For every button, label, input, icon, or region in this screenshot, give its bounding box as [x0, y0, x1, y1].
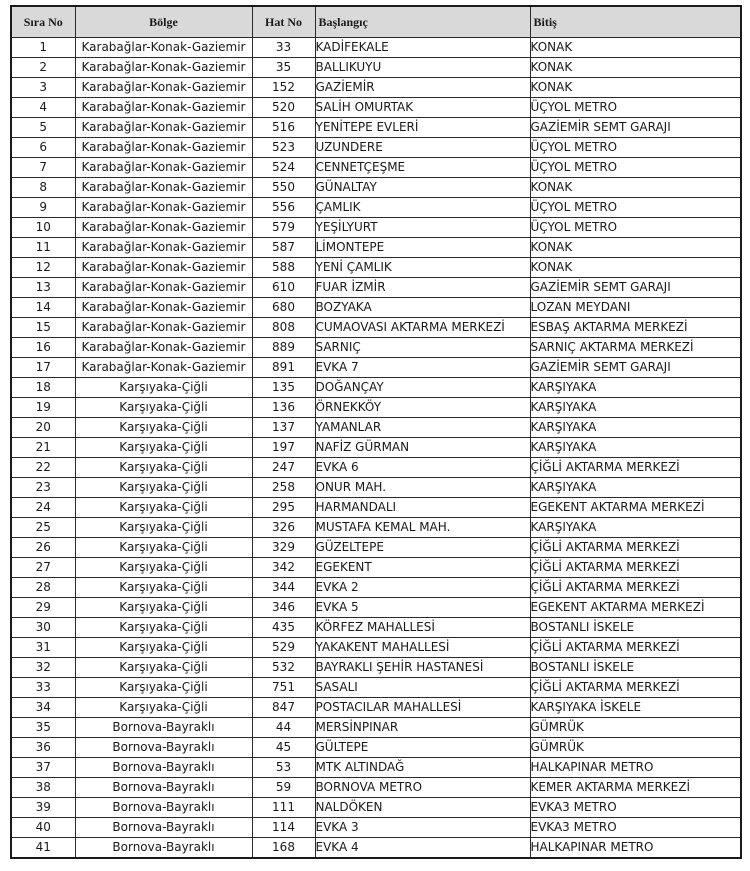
cell-baslangic: YENİTEPE EVLERİ: [315, 118, 530, 138]
cell-hat-no: 751: [252, 678, 315, 698]
cell-sira-no: 32: [11, 658, 75, 678]
table-row: [11, 478, 741, 498]
cell-baslangic: EVKA 6: [315, 458, 530, 478]
cell-bitis: BOSTANLI İSKELE: [530, 658, 741, 678]
cell-sira-no: 3: [11, 78, 75, 98]
table-row: [11, 578, 741, 598]
cell-baslangic: YEŞİLYURT: [315, 218, 530, 238]
table-row: [11, 438, 741, 458]
cell-sira-no: 39: [11, 798, 75, 818]
table-row: [11, 378, 741, 398]
cell-sira-no: 33: [11, 678, 75, 698]
cell-baslangic: MUSTAFA KEMAL MAH.: [315, 518, 530, 538]
cell-sira-no: 18: [11, 378, 75, 398]
cell-sira-no: 6: [11, 138, 75, 158]
cell-bolge: Karşıyaka-Çiğli: [75, 678, 252, 698]
cell-bolge: Karabağlar-Konak-Gaziemir: [75, 218, 252, 238]
header-bitis: Bitiş: [530, 6, 741, 38]
cell-sira-no: 20: [11, 418, 75, 438]
table-row: [11, 298, 741, 318]
cell-bitis: KONAK: [530, 58, 741, 78]
cell-bitis: KONAK: [530, 38, 741, 58]
table-row: [11, 138, 741, 158]
cell-hat-no: 329: [252, 538, 315, 558]
table-row: [11, 498, 741, 518]
cell-baslangic: GÜNALTAY: [315, 178, 530, 198]
table-row: [11, 158, 741, 178]
cell-bolge: Karabağlar-Konak-Gaziemir: [75, 338, 252, 358]
cell-baslangic: FUAR İZMİR: [315, 278, 530, 298]
cell-baslangic: EVKA 7: [315, 358, 530, 378]
cell-baslangic: BAYRAKLI ŞEHİR HASTANESİ: [315, 658, 530, 678]
cell-baslangic: SARNIÇ: [315, 338, 530, 358]
cell-bitis: ÇİĞLİ AKTARMA MERKEZİ: [530, 458, 741, 478]
table-row: [11, 118, 741, 138]
cell-hat-no: 610: [252, 278, 315, 298]
cell-bitis: KARŞIYAKA: [530, 398, 741, 418]
cell-hat-no: 889: [252, 338, 315, 358]
cell-bolge: Karabağlar-Konak-Gaziemir: [75, 198, 252, 218]
cell-bolge: Karşıyaka-Çiğli: [75, 538, 252, 558]
cell-hat-no: 111: [252, 798, 315, 818]
table-row: [11, 198, 741, 218]
cell-bitis: ÇİĞLİ AKTARMA MERKEZİ: [530, 678, 741, 698]
cell-bolge: Karabağlar-Konak-Gaziemir: [75, 358, 252, 378]
cell-bitis: ÇİĞLİ AKTARMA MERKEZİ: [530, 638, 741, 658]
cell-bitis: LOZAN MEYDANI: [530, 298, 741, 318]
table-row: [11, 558, 741, 578]
table-row: [11, 758, 741, 778]
cell-sira-no: 19: [11, 398, 75, 418]
cell-bolge: Bornova-Bayraklı: [75, 818, 252, 838]
cell-baslangic: SASALI: [315, 678, 530, 698]
cell-hat-no: 556: [252, 198, 315, 218]
cell-bolge: Karabağlar-Konak-Gaziemir: [75, 158, 252, 178]
cell-bitis: KONAK: [530, 78, 741, 98]
cell-sira-no: 2: [11, 58, 75, 78]
cell-baslangic: MTK ALTINDAĞ: [315, 758, 530, 778]
table-row: [11, 778, 741, 798]
cell-bitis: EGEKENT AKTARMA MERKEZİ: [530, 498, 741, 518]
cell-hat-no: 847: [252, 698, 315, 718]
cell-bitis: ÜÇYOL METRO: [530, 198, 741, 218]
cell-hat-no: 532: [252, 658, 315, 678]
cell-sira-no: 38: [11, 778, 75, 798]
cell-baslangic: MERSİNPINAR: [315, 718, 530, 738]
cell-hat-no: 579: [252, 218, 315, 238]
table-row: [11, 638, 741, 658]
table-row: [11, 678, 741, 698]
cell-bolge: Karabağlar-Konak-Gaziemir: [75, 138, 252, 158]
cell-bolge: Karşıyaka-Çiğli: [75, 618, 252, 638]
cell-baslangic: GÜZELTEPE: [315, 538, 530, 558]
table-row: [11, 818, 741, 838]
bus-routes-table: [10, 5, 742, 859]
table-row: [11, 838, 741, 859]
cell-hat-no: 135: [252, 378, 315, 398]
cell-bitis: ÜÇYOL METRO: [530, 158, 741, 178]
table-row: [11, 658, 741, 678]
cell-bitis: BOSTANLI İSKELE: [530, 618, 741, 638]
cell-bolge: Karşıyaka-Çiğli: [75, 638, 252, 658]
cell-bolge: Karabağlar-Konak-Gaziemir: [75, 58, 252, 78]
cell-baslangic: BALLIKUYU: [315, 58, 530, 78]
cell-baslangic: EVKA 5: [315, 598, 530, 618]
cell-sira-no: 21: [11, 438, 75, 458]
cell-bolge: Karşıyaka-Çiğli: [75, 498, 252, 518]
cell-baslangic: GAZİEMİR: [315, 78, 530, 98]
cell-baslangic: KADİFEKALE: [315, 38, 530, 58]
cell-baslangic: DOĞANÇAY: [315, 378, 530, 398]
cell-bolge: Karşıyaka-Çiğli: [75, 578, 252, 598]
table-row: [11, 98, 741, 118]
cell-bitis: GAZİEMİR SEMT GARAJI: [530, 118, 741, 138]
cell-bolge: Karşıyaka-Çiğli: [75, 438, 252, 458]
cell-sira-no: 30: [11, 618, 75, 638]
cell-baslangic: NALDÖKEN: [315, 798, 530, 818]
cell-sira-no: 12: [11, 258, 75, 278]
cell-bitis: GAZİEMİR SEMT GARAJI: [530, 358, 741, 378]
cell-sira-no: 36: [11, 738, 75, 758]
cell-sira-no: 17: [11, 358, 75, 378]
table-row: [11, 58, 741, 78]
cell-hat-no: 342: [252, 558, 315, 578]
cell-sira-no: 26: [11, 538, 75, 558]
cell-bitis: ÜÇYOL METRO: [530, 138, 741, 158]
cell-baslangic: BOZYAKA: [315, 298, 530, 318]
cell-baslangic: HARMANDALI: [315, 498, 530, 518]
cell-bolge: Bornova-Bayraklı: [75, 758, 252, 778]
cell-sira-no: 4: [11, 98, 75, 118]
cell-baslangic: UZUNDERE: [315, 138, 530, 158]
cell-sira-no: 29: [11, 598, 75, 618]
cell-bolge: Karabağlar-Konak-Gaziemir: [75, 118, 252, 138]
cell-bolge: Karabağlar-Konak-Gaziemir: [75, 278, 252, 298]
cell-bolge: Karşıyaka-Çiğli: [75, 458, 252, 478]
cell-hat-no: 891: [252, 358, 315, 378]
table-body: [11, 38, 741, 859]
cell-bitis: GÜMRÜK: [530, 718, 741, 738]
cell-bolge: Karşıyaka-Çiğli: [75, 558, 252, 578]
cell-hat-no: 137: [252, 418, 315, 438]
cell-hat-no: 247: [252, 458, 315, 478]
cell-bolge: Karşıyaka-Çiğli: [75, 478, 252, 498]
table-row: [11, 418, 741, 438]
cell-baslangic: EVKA 2: [315, 578, 530, 598]
cell-hat-no: 33: [252, 38, 315, 58]
cell-sira-no: 41: [11, 838, 75, 859]
cell-bitis: KARŞIYAKA: [530, 478, 741, 498]
cell-baslangic: NAFİZ GÜRMAN: [315, 438, 530, 458]
cell-bolge: Karşıyaka-Çiğli: [75, 518, 252, 538]
cell-sira-no: 16: [11, 338, 75, 358]
cell-bitis: KARŞIYAKA: [530, 378, 741, 398]
cell-bitis: ÜÇYOL METRO: [530, 218, 741, 238]
cell-sira-no: 37: [11, 758, 75, 778]
cell-hat-no: 295: [252, 498, 315, 518]
cell-sira-no: 1: [11, 38, 75, 58]
table-row: [11, 238, 741, 258]
cell-hat-no: 344: [252, 578, 315, 598]
cell-bolge: Karşıyaka-Çiğli: [75, 418, 252, 438]
cell-bitis: GAZİEMİR SEMT GARAJI: [530, 278, 741, 298]
cell-bolge: Karabağlar-Konak-Gaziemir: [75, 258, 252, 278]
table-row: [11, 718, 741, 738]
cell-bitis: ESBAŞ AKTARMA MERKEZİ: [530, 318, 741, 338]
cell-bitis: ÇİĞLİ AKTARMA MERKEZİ: [530, 538, 741, 558]
table-row: [11, 278, 741, 298]
header-hat-no: Hat No: [252, 6, 315, 38]
cell-hat-no: 587: [252, 238, 315, 258]
cell-hat-no: 550: [252, 178, 315, 198]
header-row: [11, 6, 741, 38]
cell-baslangic: CENNETÇEŞME: [315, 158, 530, 178]
cell-baslangic: SALİH OMURTAK: [315, 98, 530, 118]
cell-hat-no: 35: [252, 58, 315, 78]
header-baslangic: Başlangıç: [315, 6, 530, 38]
cell-hat-no: 520: [252, 98, 315, 118]
cell-bolge: Karabağlar-Konak-Gaziemir: [75, 38, 252, 58]
cell-hat-no: 114: [252, 818, 315, 838]
cell-sira-no: 7: [11, 158, 75, 178]
cell-bitis: KARŞIYAKA: [530, 518, 741, 538]
cell-sira-no: 23: [11, 478, 75, 498]
cell-hat-no: 136: [252, 398, 315, 418]
cell-bolge: Karabağlar-Konak-Gaziemir: [75, 98, 252, 118]
cell-hat-no: 523: [252, 138, 315, 158]
cell-bitis: ÇİĞLİ AKTARMA MERKEZİ: [530, 558, 741, 578]
table-row: [11, 698, 741, 718]
cell-sira-no: 28: [11, 578, 75, 598]
cell-sira-no: 9: [11, 198, 75, 218]
cell-bitis: EVKA3 METRO: [530, 818, 741, 838]
cell-baslangic: YAMANLAR: [315, 418, 530, 438]
cell-bitis: SARNIÇ AKTARMA MERKEZİ: [530, 338, 741, 358]
cell-baslangic: GÜLTEPE: [315, 738, 530, 758]
cell-hat-no: 45: [252, 738, 315, 758]
table-row: [11, 738, 741, 758]
table-row: [11, 78, 741, 98]
header-sira-no: Sıra No: [11, 6, 75, 38]
cell-bolge: Karabağlar-Konak-Gaziemir: [75, 78, 252, 98]
cell-bitis: HALKAPINAR METRO: [530, 758, 741, 778]
cell-baslangic: KÖRFEZ MAHALLESİ: [315, 618, 530, 638]
cell-baslangic: LİMONTEPE: [315, 238, 530, 258]
cell-sira-no: 15: [11, 318, 75, 338]
cell-baslangic: YENİ ÇAMLIK: [315, 258, 530, 278]
cell-sira-no: 35: [11, 718, 75, 738]
cell-bitis: KONAK: [530, 178, 741, 198]
cell-hat-no: 59: [252, 778, 315, 798]
cell-bolge: Karşıyaka-Çiğli: [75, 658, 252, 678]
cell-baslangic: CUMAOVASI AKTARMA MERKEZİ: [315, 318, 530, 338]
cell-sira-no: 27: [11, 558, 75, 578]
cell-bitis: KONAK: [530, 258, 741, 278]
cell-bolge: Karşıyaka-Çiğli: [75, 378, 252, 398]
cell-bolge: Karşıyaka-Çiğli: [75, 398, 252, 418]
header-bolge: Bölge: [75, 6, 252, 38]
cell-hat-no: 588: [252, 258, 315, 278]
table-header: [11, 6, 741, 38]
cell-bitis: KARŞIYAKA: [530, 438, 741, 458]
cell-hat-no: 53: [252, 758, 315, 778]
table-row: [11, 798, 741, 818]
cell-baslangic: EGEKENT: [315, 558, 530, 578]
cell-hat-no: 529: [252, 638, 315, 658]
cell-bitis: ÜÇYOL METRO: [530, 98, 741, 118]
cell-hat-no: 346: [252, 598, 315, 618]
cell-baslangic: YAKAKENT MAHALLESİ: [315, 638, 530, 658]
cell-bolge: Karşıyaka-Çiğli: [75, 598, 252, 618]
cell-sira-no: 25: [11, 518, 75, 538]
cell-bolge: Karşıyaka-Çiğli: [75, 698, 252, 718]
cell-hat-no: 44: [252, 718, 315, 738]
cell-sira-no: 5: [11, 118, 75, 138]
cell-hat-no: 258: [252, 478, 315, 498]
cell-sira-no: 8: [11, 178, 75, 198]
table-row: [11, 218, 741, 238]
cell-hat-no: 680: [252, 298, 315, 318]
cell-baslangic: ONUR MAH.: [315, 478, 530, 498]
cell-hat-no: 808: [252, 318, 315, 338]
table-row: [11, 358, 741, 378]
cell-hat-no: 197: [252, 438, 315, 458]
cell-sira-no: 14: [11, 298, 75, 318]
cell-baslangic: BORNOVA METRO: [315, 778, 530, 798]
table-row: [11, 258, 741, 278]
table-row: [11, 598, 741, 618]
cell-sira-no: 40: [11, 818, 75, 838]
cell-hat-no: 326: [252, 518, 315, 538]
table-row: [11, 318, 741, 338]
cell-sira-no: 13: [11, 278, 75, 298]
cell-hat-no: 168: [252, 838, 315, 859]
cell-bolge: Bornova-Bayraklı: [75, 778, 252, 798]
table-row: [11, 38, 741, 58]
table-row: [11, 178, 741, 198]
table-row: [11, 458, 741, 478]
cell-baslangic: POSTACILAR MAHALLESİ: [315, 698, 530, 718]
cell-sira-no: 24: [11, 498, 75, 518]
cell-bitis: EGEKENT AKTARMA MERKEZİ: [530, 598, 741, 618]
cell-bitis: KARŞIYAKA: [530, 418, 741, 438]
cell-hat-no: 516: [252, 118, 315, 138]
cell-bolge: Karabağlar-Konak-Gaziemir: [75, 298, 252, 318]
cell-sira-no: 31: [11, 638, 75, 658]
cell-hat-no: 152: [252, 78, 315, 98]
cell-bitis: ÇİĞLİ AKTARMA MERKEZİ: [530, 578, 741, 598]
cell-bitis: KARŞIYAKA İSKELE: [530, 698, 741, 718]
cell-baslangic: ÖRNEKKÖY: [315, 398, 530, 418]
cell-sira-no: 11: [11, 238, 75, 258]
cell-baslangic: EVKA 4: [315, 838, 530, 859]
cell-sira-no: 34: [11, 698, 75, 718]
cell-bitis: EVKA3 METRO: [530, 798, 741, 818]
cell-bolge: Karabağlar-Konak-Gaziemir: [75, 238, 252, 258]
table-row: [11, 618, 741, 638]
cell-bolge: Karabağlar-Konak-Gaziemir: [75, 178, 252, 198]
table-row: [11, 538, 741, 558]
cell-sira-no: 22: [11, 458, 75, 478]
cell-hat-no: 435: [252, 618, 315, 638]
cell-bolge: Bornova-Bayraklı: [75, 718, 252, 738]
table-row: [11, 518, 741, 538]
cell-hat-no: 524: [252, 158, 315, 178]
cell-bitis: KEMER AKTARMA MERKEZİ: [530, 778, 741, 798]
cell-bolge: Bornova-Bayraklı: [75, 738, 252, 758]
cell-bolge: Karabağlar-Konak-Gaziemir: [75, 318, 252, 338]
table-row: [11, 398, 741, 418]
cell-baslangic: EVKA 3: [315, 818, 530, 838]
cell-sira-no: 10: [11, 218, 75, 238]
cell-bitis: KONAK: [530, 238, 741, 258]
cell-bolge: Bornova-Bayraklı: [75, 838, 252, 859]
cell-baslangic: ÇAMLIK: [315, 198, 530, 218]
cell-bitis: HALKAPINAR METRO: [530, 838, 741, 859]
cell-bitis: GÜMRÜK: [530, 738, 741, 758]
cell-bolge: Bornova-Bayraklı: [75, 798, 252, 818]
table-row: [11, 338, 741, 358]
